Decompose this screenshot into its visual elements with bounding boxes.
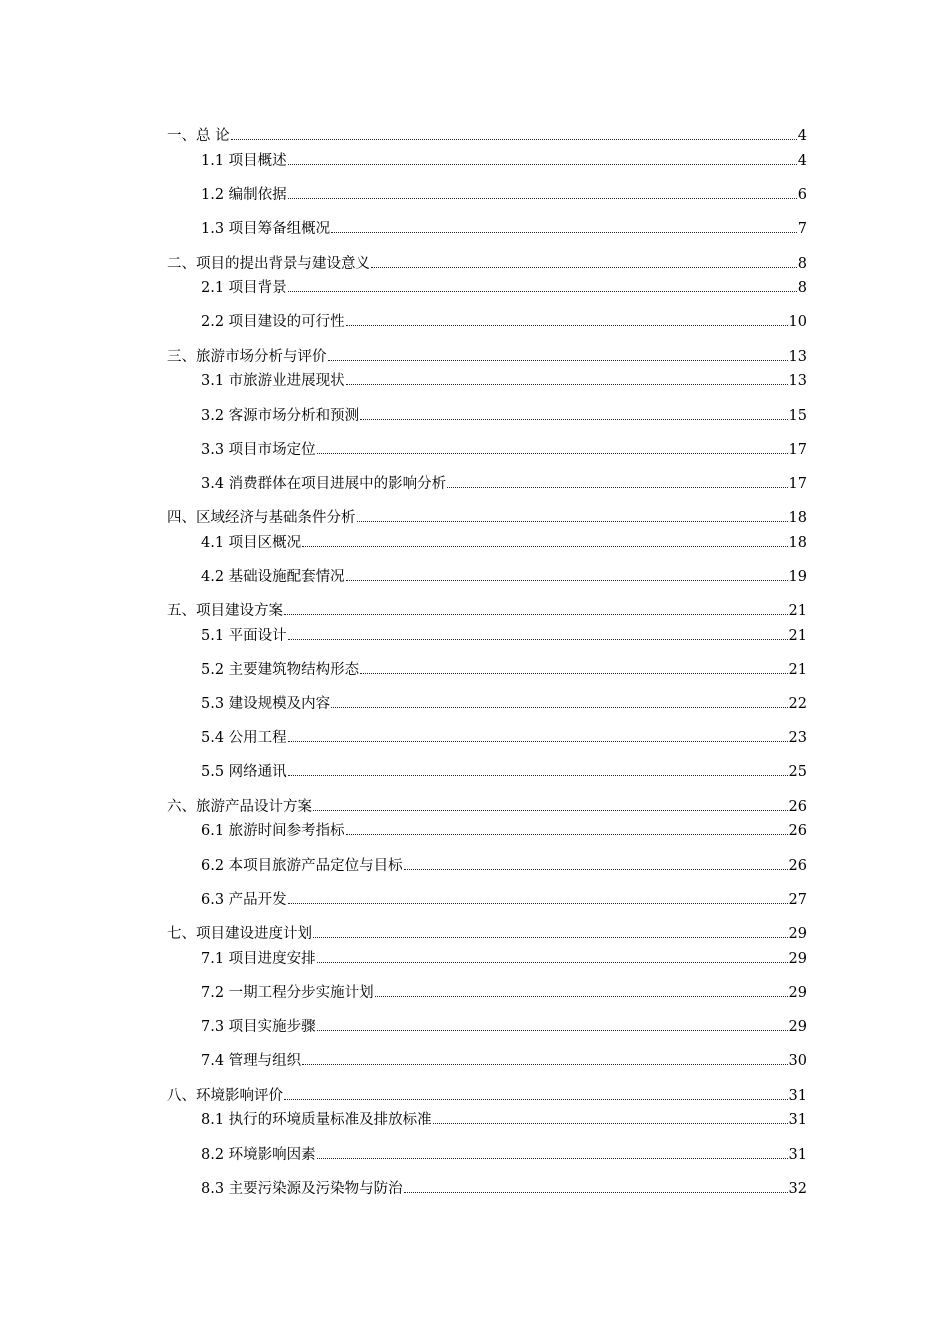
toc-entry-label: 3.2 客源市场分析和预测 (201, 408, 360, 424)
toc-entry-page: 26 (788, 823, 807, 839)
toc-entry-page: 32 (788, 1181, 807, 1197)
dot-leader (404, 1191, 788, 1193)
toc-entry-page: 6 (797, 187, 807, 203)
dot-leader (302, 545, 787, 547)
toc-entry-page: 4 (797, 153, 807, 169)
dot-leader (288, 290, 797, 292)
toc-entry-page: 8 (797, 280, 807, 296)
dot-leader (317, 1029, 788, 1031)
toc-entry-label: 5.4 公用工程 (201, 730, 287, 746)
toc-entry-page: 19 (788, 569, 807, 585)
dot-leader (317, 1157, 788, 1159)
toc-entry-label: 6.2 本项目旅游产品定位与目标 (201, 858, 403, 874)
toc-entry-label: 7.1 项目进度安排 (201, 951, 316, 967)
toc-entry-page: 21 (788, 662, 807, 678)
toc-entry-page: 10 (788, 314, 807, 330)
dot-leader (404, 868, 788, 870)
toc-entry-label: 2.1 项目背景 (201, 280, 287, 296)
toc-entry[interactable] (167, 695, 807, 713)
toc-entry[interactable] (167, 186, 807, 204)
toc-entry-page: 18 (788, 510, 807, 526)
toc-entry-page: 8 (797, 256, 807, 272)
toc-entry-page: 31 (788, 1088, 807, 1104)
toc-entry-page: 25 (788, 764, 807, 780)
dot-leader (288, 163, 797, 165)
toc-entry[interactable] (167, 255, 807, 273)
toc-entry-page: 15 (788, 408, 807, 424)
toc-entry-label: 2.2 项目建设的可行性 (201, 314, 345, 330)
toc-entry[interactable] (167, 568, 807, 586)
dot-leader (288, 774, 788, 776)
toc-entry-label: 五、项目建设方案 (167, 603, 283, 619)
toc-entry-page: 29 (788, 1019, 807, 1035)
toc-entry-label: 6.3 产品开发 (201, 892, 287, 908)
toc-entry[interactable] (167, 152, 807, 170)
toc-entry[interactable] (167, 509, 807, 527)
toc-entry[interactable] (167, 857, 807, 875)
toc-entry-label: 7.4 管理与组织 (201, 1053, 302, 1069)
toc-entry-label: 三、旅游市场分析与评价 (167, 349, 327, 365)
toc-entry-label: 3.1 市旅游业进展现状 (201, 373, 345, 389)
toc-entry-page: 17 (788, 476, 807, 492)
dot-leader (371, 266, 797, 268)
toc-entry[interactable] (167, 627, 807, 645)
toc-entry-label: 5.3 建设规模及内容 (201, 696, 331, 712)
dot-leader (284, 1098, 788, 1100)
toc-entry[interactable] (167, 925, 807, 943)
toc-entry-label: 1.3 项目筹备组概况 (201, 221, 331, 237)
toc-entry[interactable] (167, 602, 807, 620)
toc-entry-label: 七、项目建设进度计划 (167, 926, 312, 942)
toc-entry[interactable] (167, 475, 807, 493)
dot-leader (288, 197, 797, 199)
toc-entry[interactable] (167, 1146, 807, 1164)
toc-entry[interactable] (167, 220, 807, 238)
toc-entry[interactable] (167, 279, 807, 297)
toc-entry-label: 六、旅游产品设计方案 (167, 799, 312, 815)
toc-entry-label: 1.1 项目概述 (201, 153, 287, 169)
dot-leader (284, 613, 788, 615)
toc-entry-page: 4 (797, 128, 807, 144)
toc-entry-page: 18 (788, 535, 807, 551)
dot-leader (302, 1063, 787, 1065)
toc-entry-page: 30 (788, 1053, 807, 1069)
toc-entry-page: 29 (788, 985, 807, 1001)
toc-entry-label: 二、项目的提出背景与建设意义 (167, 256, 370, 272)
toc-entry-label: 7.2 一期工程分步实施计划 (201, 985, 374, 1001)
dot-leader (288, 638, 788, 640)
toc-entry-page: 13 (788, 349, 807, 365)
toc-entry-page: 31 (788, 1112, 807, 1128)
toc-entry-page: 21 (788, 603, 807, 619)
toc-entry[interactable] (167, 984, 807, 1002)
toc-entry-label: 5.5 网络通讯 (201, 764, 287, 780)
toc-entry-label: 八、环境影响评价 (167, 1088, 283, 1104)
dot-leader (288, 740, 788, 742)
toc-entry[interactable] (167, 441, 807, 459)
toc-entry-page: 23 (788, 730, 807, 746)
toc-entry[interactable] (167, 950, 807, 968)
toc-entry-label: 6.1 旅游时间参考指标 (201, 823, 345, 839)
toc-entry[interactable] (167, 348, 807, 366)
toc-entry[interactable] (167, 1111, 807, 1129)
dot-leader (375, 995, 788, 997)
dot-leader (288, 902, 788, 904)
toc-entry[interactable] (167, 407, 807, 425)
toc-entry[interactable] (167, 661, 807, 679)
toc-entry-label: 四、区域经济与基础条件分析 (167, 510, 356, 526)
toc-entry[interactable] (167, 1180, 807, 1198)
toc-entry-label: 5.1 平面设计 (201, 628, 287, 644)
toc-entry-page: 29 (788, 951, 807, 967)
dot-leader (313, 936, 788, 938)
dot-leader (360, 418, 787, 420)
toc-entry[interactable] (167, 798, 807, 816)
dot-leader (433, 1122, 788, 1124)
dot-leader (346, 579, 788, 581)
toc-entry-page: 7 (797, 221, 807, 237)
toc-entry-page: 21 (788, 628, 807, 644)
dot-leader (447, 486, 787, 488)
toc-entry-page: 29 (788, 926, 807, 942)
toc-entry-label: 4.1 项目区概况 (201, 535, 302, 551)
toc-entry-label: 3.3 项目市场定位 (201, 442, 316, 458)
dot-leader (360, 672, 787, 674)
toc-entry[interactable] (167, 822, 807, 840)
toc-entry-label: 7.3 项目实施步骤 (201, 1019, 316, 1035)
toc-entry-page: 17 (788, 442, 807, 458)
dot-leader (357, 520, 788, 522)
dot-leader (331, 706, 787, 708)
toc-entry[interactable] (167, 891, 807, 909)
toc-entry-label: 4.2 基础设施配套情况 (201, 569, 345, 585)
toc-entry[interactable] (167, 1052, 807, 1070)
dot-leader (328, 359, 788, 361)
toc-entry-page: 26 (788, 799, 807, 815)
toc-entry-page: 31 (788, 1147, 807, 1163)
toc-entry[interactable] (167, 534, 807, 552)
toc-entry[interactable] (167, 1018, 807, 1036)
toc-entry-page: 26 (788, 858, 807, 874)
toc-entry[interactable] (167, 729, 807, 747)
dot-leader (346, 833, 788, 835)
toc-entry[interactable] (167, 1087, 807, 1105)
dot-leader (346, 383, 788, 385)
toc-entry-label: 一、总 论 (167, 128, 230, 144)
toc-entry-label: 3.4 消费群体在项目进展中的影响分析 (201, 476, 447, 492)
dot-leader (346, 324, 788, 326)
dot-leader (231, 138, 797, 140)
toc-entry-label: 1.2 编制依据 (201, 187, 287, 203)
dot-leader (317, 961, 788, 963)
toc-entry-page: 13 (788, 373, 807, 389)
toc-entry[interactable] (167, 127, 807, 145)
toc-entry[interactable] (167, 313, 807, 331)
dot-leader (331, 231, 797, 233)
toc-entry-page: 27 (788, 892, 807, 908)
toc-entry[interactable] (167, 372, 807, 390)
dot-leader (317, 452, 788, 454)
toc-entry-label: 5.2 主要建筑物结构形态 (201, 662, 360, 678)
toc-entry-label: 8.1 执行的环境质量标准及排放标准 (201, 1112, 432, 1128)
toc-entry-page: 22 (788, 696, 807, 712)
toc-entry[interactable] (167, 763, 807, 781)
dot-leader (313, 809, 788, 811)
toc-entry-label: 8.3 主要污染源及污染物与防治 (201, 1181, 403, 1197)
toc-entry-label: 8.2 环境影响因素 (201, 1147, 316, 1163)
